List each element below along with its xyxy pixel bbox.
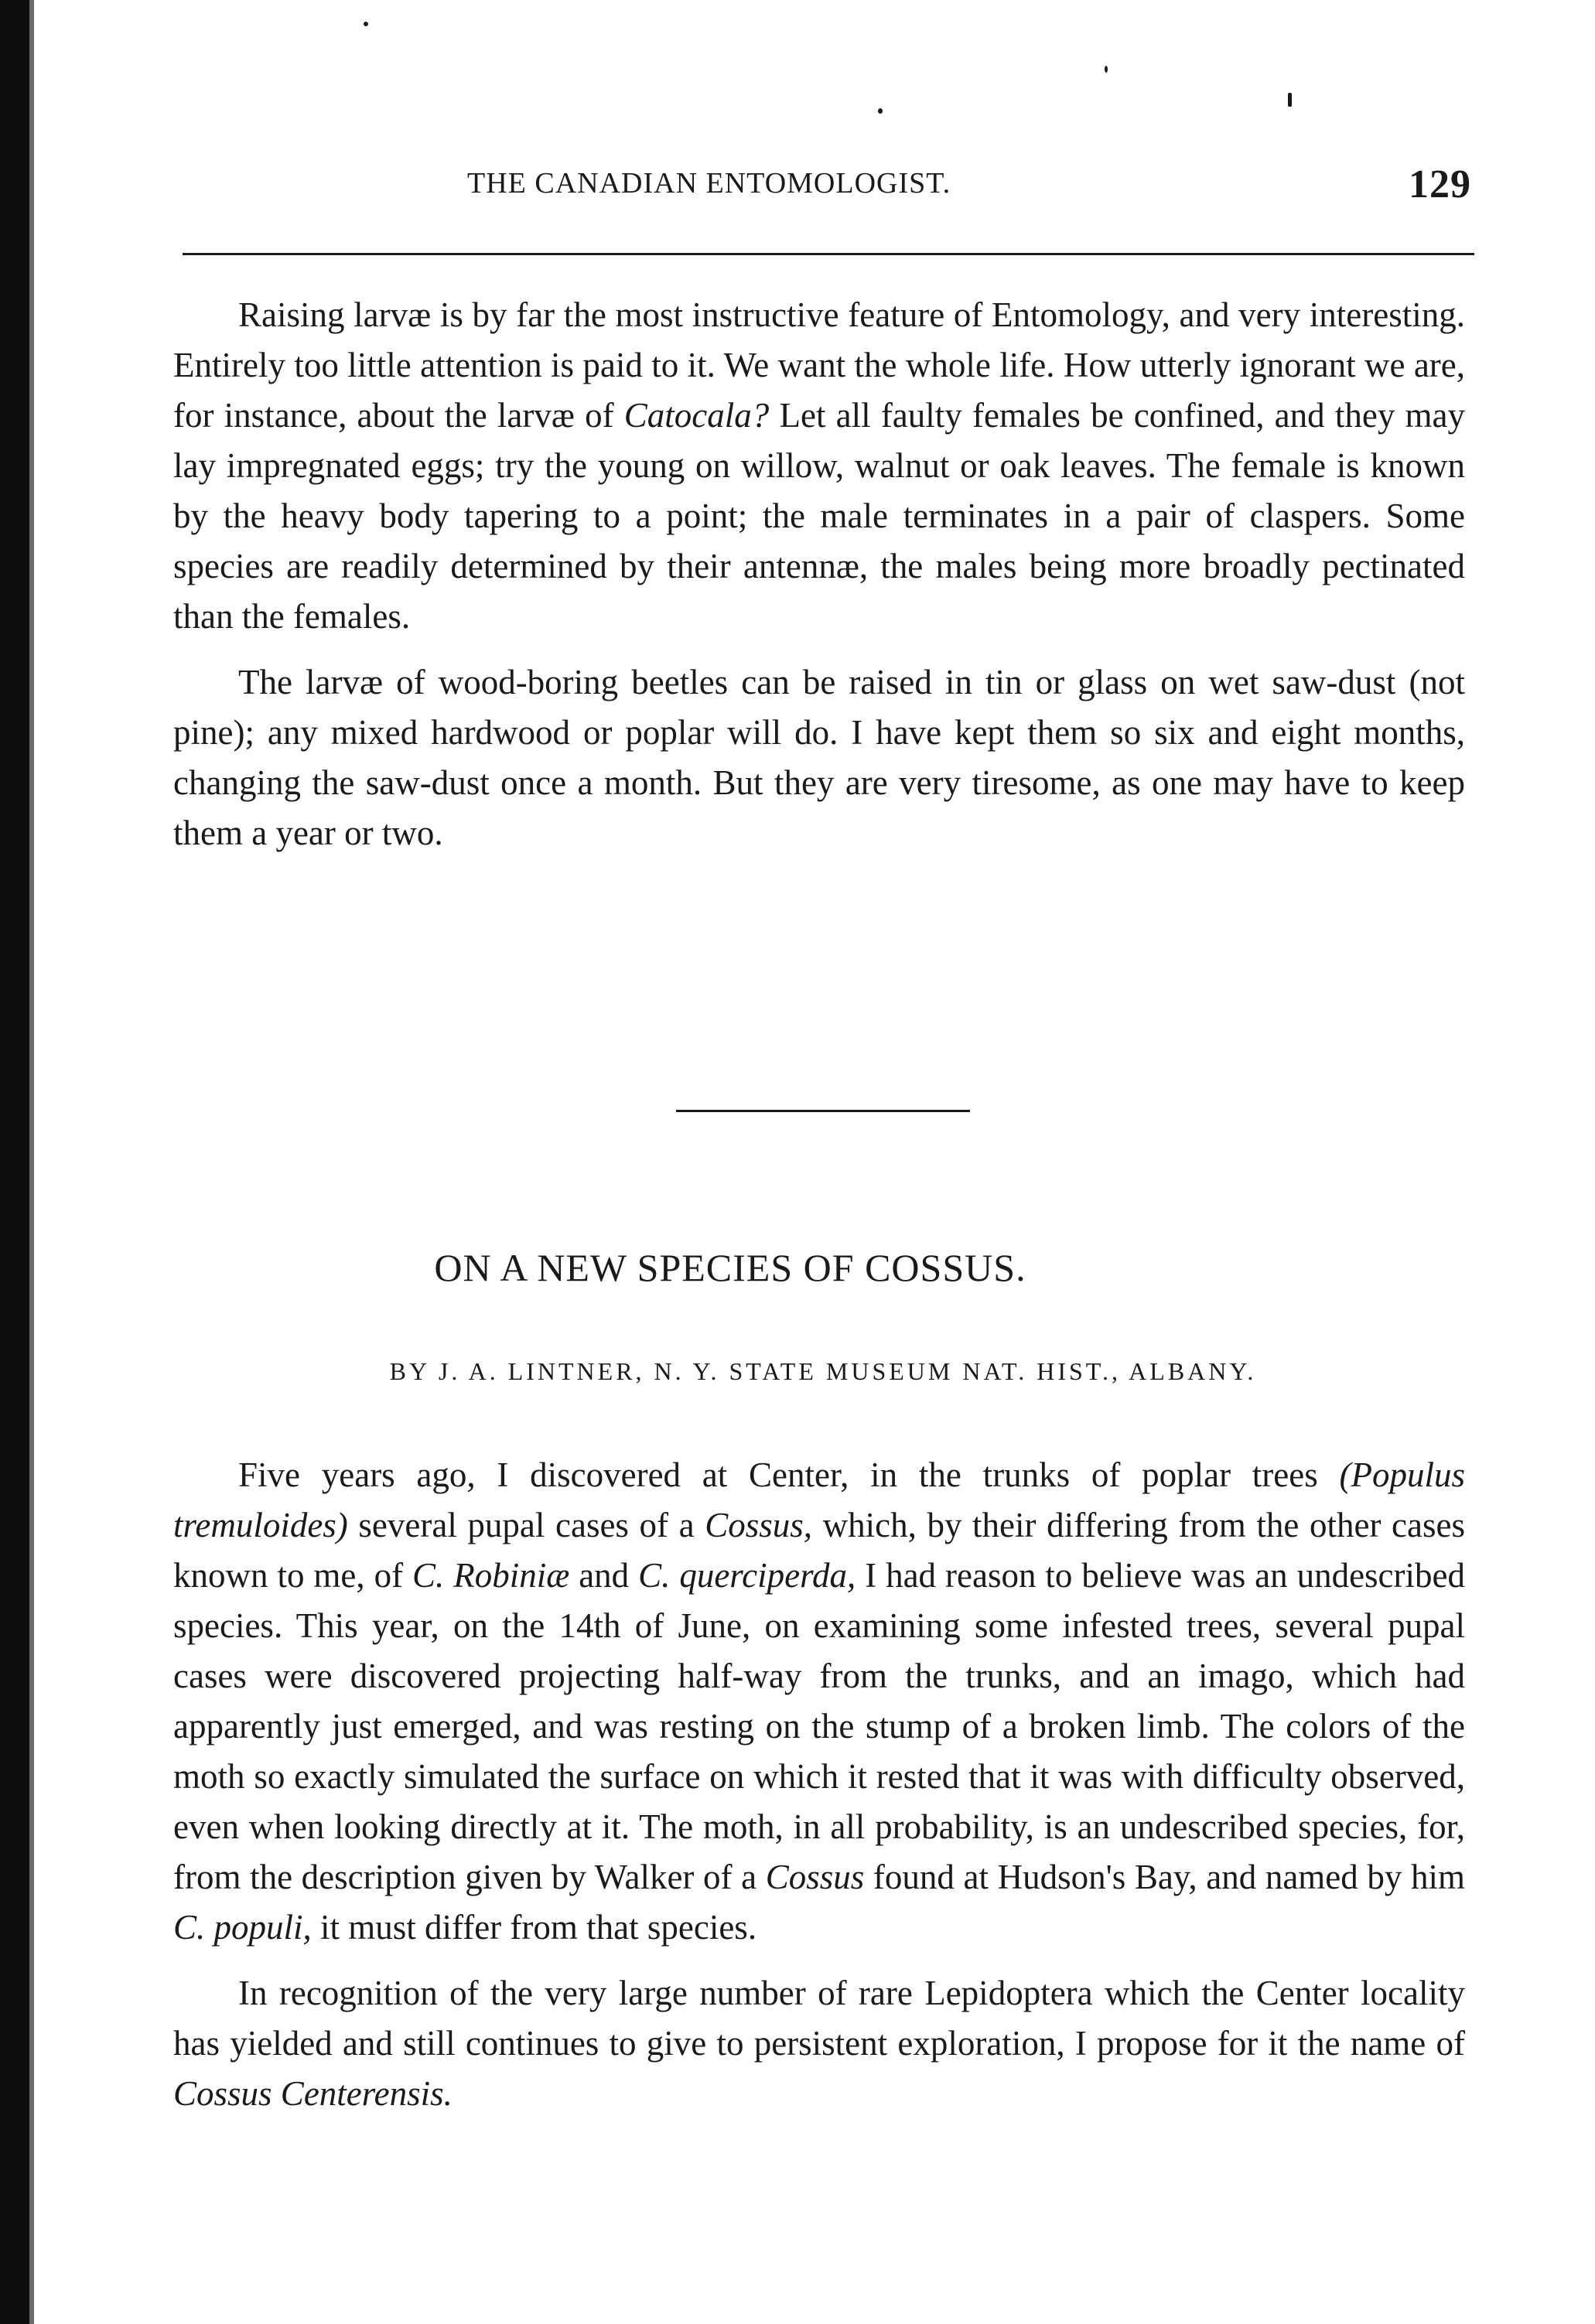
italic-text: Cossus Centerensis. xyxy=(173,2074,453,2113)
italic-text: C. Robiniæ xyxy=(412,1556,570,1595)
paragraph: The larvæ of wood-boring beetles can be raised in tin or glass on wet saw-dust (not pine); any mixed hardwood or poplar will do. I have kept them so six and eight months, changing the saw-dust once a month. But they are very tiresome, as one may have to keep them a year or two. xyxy=(173,663,1465,852)
document-page xyxy=(173,162,1471,2113)
section-divider xyxy=(676,1110,970,1112)
page-number: 129 xyxy=(1409,162,1471,206)
page-binding-edge xyxy=(0,0,29,2324)
running-title: THE CANADIAN ENTOMOLOGIST. xyxy=(467,167,951,200)
text-run: I had reason to believe was an undescribed species. This year, on the 14th of June, on examining some infested trees, several pupal cases were discovered projecting half-way from the trunks, and an imago, which had apparently just emerged, and was resting on the stump of a broken limb. The colors of the moth so exactly simulated the surface on which it rested that it was with difficulty observed, even when looking directly at it. The moth, in all probability, is an undescribed species, for, from the description given by Walker of a xyxy=(173,1556,1465,1896)
text-run: Let all faulty females be confined, and they may lay impregnated eggs; try the young on willow, walnut or oak leaves. The female is known by the heavy body tapering to a point; the male terminates in a pair of claspers. Some species are readily determined by their antennæ, the males being more broadly pectinated than the females. xyxy=(173,396,1465,636)
section-one-text xyxy=(173,290,1465,858)
text-run: several pupal cases of a xyxy=(347,1506,705,1544)
article-title: ON A NEW SPECIES OF COSSUS. xyxy=(434,1246,1026,1289)
page-binding-shadow xyxy=(29,0,34,2324)
ink-speck xyxy=(1288,93,1292,107)
article-byline: BY J. A. LINTNER, N. Y. STATE MUSEUM NAT. HIST., ALBANY. xyxy=(389,1357,1257,1385)
ink-speck xyxy=(878,108,883,114)
text-run: Raising larvæ is by far the most instructive feature of Entomology, and very interesting. Entirely too little attention is paid to it. We want the whole life. How utterly ignorant we are, for instance, about the larvæ of xyxy=(173,295,1465,435)
italic-text: Cossus xyxy=(765,1858,865,1896)
ink-speck xyxy=(1105,66,1108,73)
paragraph xyxy=(173,1968,1465,2119)
paragraph xyxy=(173,290,1465,642)
text-run: Five years ago, I discovered at Center, in the trunks of poplar trees xyxy=(238,1455,1340,1494)
header-rule xyxy=(183,253,1474,255)
text-run: it must differ from that species. xyxy=(311,1908,757,1947)
italic-text: C. querciperda, xyxy=(638,1556,856,1595)
italic-text: Catocala? xyxy=(623,396,770,435)
article-text xyxy=(173,1450,1465,2119)
italic-text: Cossus, xyxy=(705,1506,813,1544)
paragraph xyxy=(173,1450,1465,1953)
running-header xyxy=(173,162,1471,206)
italic-text: C. populi, xyxy=(173,1908,312,1947)
text-run: found at Hudson's Bay, and named by him xyxy=(864,1858,1465,1896)
ink-speck xyxy=(364,22,368,26)
text-run: and xyxy=(569,1556,639,1595)
italic-text: (Populus tremuloides) xyxy=(173,1455,1465,1544)
text-run: which, by their differing from the other cases known to me, of xyxy=(173,1506,1465,1595)
text-run: In recognition of the very large number of rare Lepidoptera which the Center locality has yielded and still continues to give to persistent exploration, I propose for it the name of xyxy=(173,1974,1465,2063)
